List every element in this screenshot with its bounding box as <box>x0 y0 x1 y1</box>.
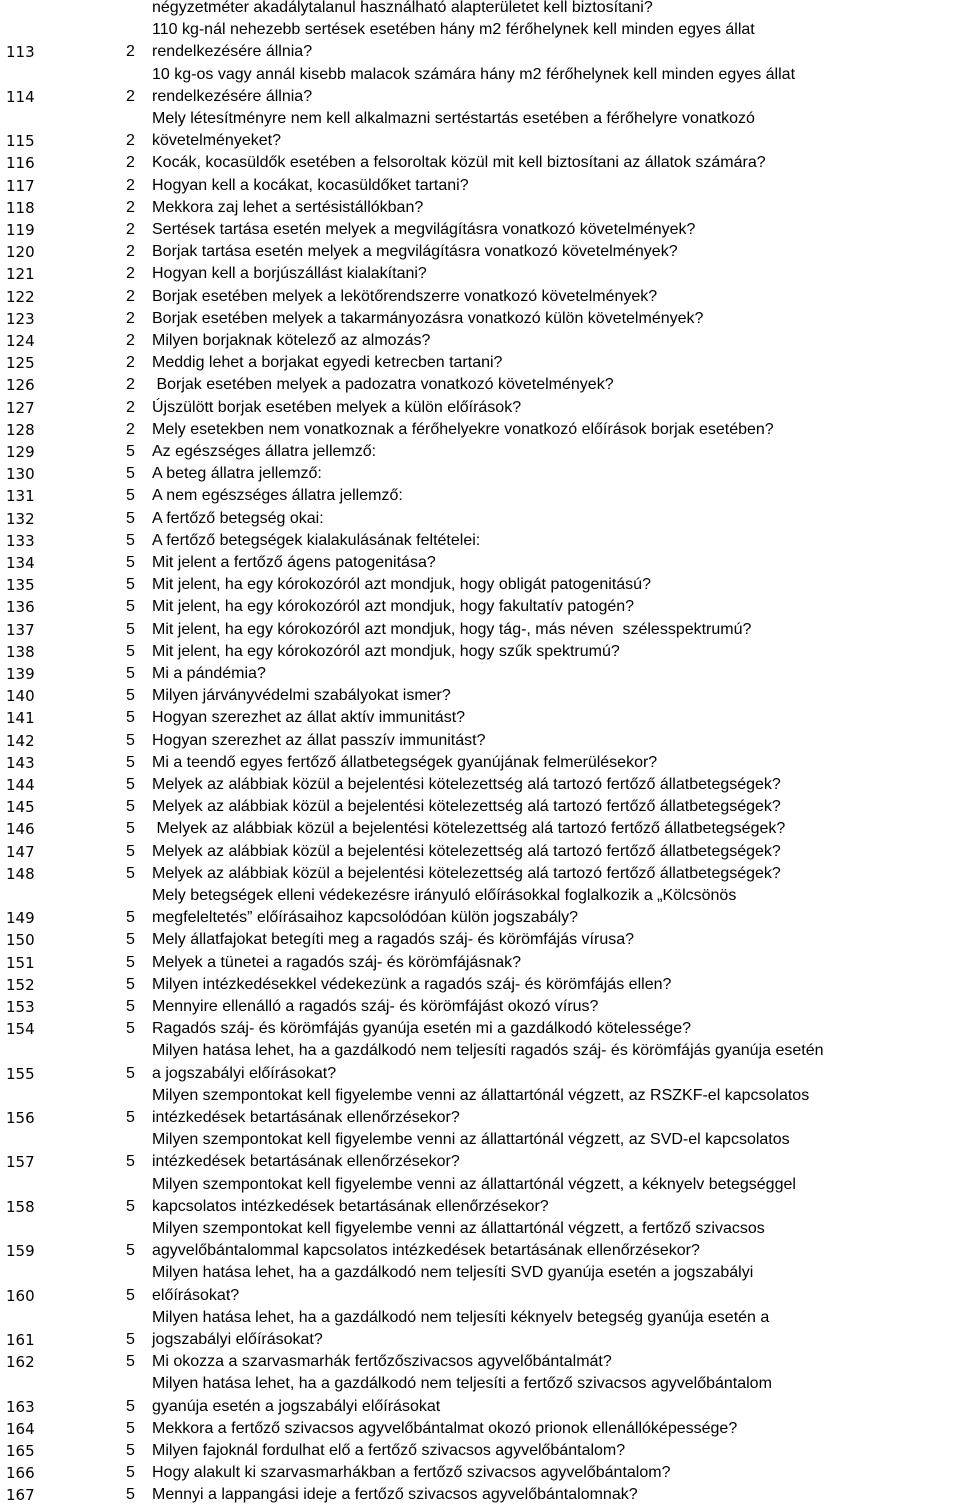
question-number: 136 <box>6 598 35 617</box>
question-points: 5 <box>126 731 135 749</box>
question-row <box>0 796 960 818</box>
question-points: 5 <box>126 842 135 860</box>
question-points: 2 <box>126 287 135 305</box>
question-text <box>152 730 960 752</box>
question-number: 129 <box>6 443 35 461</box>
question-text-line: Borjak esetében melyek a padozatra vonatkozó követelmények? <box>152 376 614 394</box>
question-number: 135 <box>6 576 35 595</box>
question-points: 5 <box>126 1286 135 1304</box>
question-number: 153 <box>6 998 35 1016</box>
question-text <box>152 197 960 219</box>
question-text-line: Melyek az alábbiak közül a bejelentési kötelezettség alá tartozó fertőző állatbetegségek? <box>152 776 781 793</box>
question-points: 5 <box>126 1419 135 1437</box>
question-row <box>0 241 960 263</box>
question-row <box>0 1351 960 1373</box>
question-points: 2 <box>126 154 135 172</box>
question-number: 143 <box>6 753 35 772</box>
question-text <box>152 1129 960 1173</box>
question-number: 158 <box>6 1197 35 1216</box>
question-row <box>0 463 960 485</box>
question-row <box>0 1418 960 1440</box>
question-text-line: Milyen szempontokat kell figyelembe venni az állattartónál végzett, a fertőző szivacsos <box>152 1220 765 1237</box>
question-points: 5 <box>126 1486 135 1504</box>
question-number: 117 <box>6 176 35 195</box>
question-points: 5 <box>126 443 135 460</box>
question-number: 149 <box>6 909 35 928</box>
question-number: 150 <box>6 931 35 950</box>
question-number: 126 <box>6 376 35 395</box>
question-text-line: Hogyan szerezhet az állat aktív immunitást? <box>152 709 466 727</box>
question-text-line: A fertőző betegség okai: <box>152 509 324 527</box>
question-number: 121 <box>6 265 35 284</box>
question-number: 114 <box>6 87 35 106</box>
question-text-line: Borjak esetében melyek a lekötőrendszerre vonatkozó követelmények? <box>152 287 658 305</box>
question-points: 2 <box>126 176 135 194</box>
question-number: 167 <box>6 1486 35 1505</box>
question-points: 5 <box>126 642 135 660</box>
question-number: 132 <box>6 509 35 528</box>
question-number: 125 <box>6 354 35 373</box>
question-row <box>0 619 960 641</box>
question-text <box>152 1418 960 1440</box>
question-row <box>0 952 960 974</box>
question-text <box>152 552 960 574</box>
question-row <box>0 419 960 441</box>
question-points: 5 <box>126 931 135 949</box>
question-row <box>0 574 960 596</box>
question-number: 151 <box>6 953 35 972</box>
question-number: 157 <box>6 1153 35 1172</box>
question-row <box>0 707 960 729</box>
question-number: 130 <box>6 465 35 484</box>
question-row <box>0 730 960 752</box>
question-text-line: intézkedések betartásának ellenőrzésekor? <box>152 1153 460 1171</box>
question-text-line: Mit jelent, ha egy kórokozóról azt mondjuk, hogy obligát patogenitású? <box>152 576 651 594</box>
question-points: 2 <box>126 198 135 216</box>
question-text-line: Mi okozza a szarvasmarhák fertőzőszivacsos agyvelőbántalmát? <box>152 1353 612 1371</box>
question-points: 5 <box>126 1464 135 1482</box>
question-points: 5 <box>126 1108 135 1126</box>
question-points: 5 <box>126 1442 135 1459</box>
question-text-line: Hogyan szerezhet az állat passzív immunitást? <box>152 731 486 749</box>
question-text <box>152 64 960 108</box>
question-number: 152 <box>6 975 35 994</box>
question-number: 144 <box>6 776 35 794</box>
question-text-line: gyanúja esetén a jogszabályi előírásokat <box>152 1397 441 1415</box>
question-text-line: előírásokat? <box>152 1286 240 1304</box>
question-text-line: Meddig lehet a borjakat egyedi ketrecben tartani? <box>152 354 503 372</box>
question-row <box>0 596 960 618</box>
question-points: 2 <box>126 420 135 438</box>
question-points: 2 <box>126 243 135 261</box>
question-points: 2 <box>126 354 135 372</box>
question-row <box>0 1129 960 1173</box>
question-points: 5 <box>126 1064 135 1082</box>
question-text <box>152 1484 960 1506</box>
question-number: 161 <box>6 1330 35 1349</box>
question-points: 5 <box>126 1353 135 1371</box>
question-number: 134 <box>6 554 35 572</box>
question-text-line: Milyen szempontokat kell figyelembe venni az állattartónál végzett, az RSZKF-el kapcsolatos <box>152 1086 810 1104</box>
question-points: 5 <box>126 709 135 727</box>
question-text-line: Mely állatfajokat betegíti meg a ragadós száj- és körömfájás vírusa? <box>152 931 635 949</box>
question-text <box>152 596 960 618</box>
question-text <box>152 818 960 840</box>
question-text <box>152 1351 960 1373</box>
question-number: 122 <box>6 287 35 306</box>
question-number: 131 <box>6 487 35 506</box>
question-row <box>0 108 960 152</box>
question-text <box>152 1262 960 1306</box>
question-points: 2 <box>126 87 135 105</box>
question-text-line: A nem egészséges állatra jellemző: <box>152 487 403 505</box>
question-number: 156 <box>6 1108 35 1127</box>
question-text-line: Melyek a tünetei a ragadós száj- és körömfájásnak? <box>152 953 522 971</box>
question-text <box>152 1085 960 1129</box>
question-text <box>152 263 960 285</box>
question-text-line: Az egészséges állatra jellemző: <box>152 443 377 460</box>
question-points: 5 <box>126 1242 135 1260</box>
question-number: 148 <box>6 864 35 883</box>
question-row <box>0 1373 960 1417</box>
question-row <box>0 397 960 419</box>
question-number: 166 <box>6 1464 35 1483</box>
question-text <box>152 663 960 685</box>
question-points: 5 <box>126 909 135 927</box>
question-text-line: Melyek az alábbiak közül a bejelentési kötelezettség alá tartozó fertőző állatbetegségek? <box>152 842 781 860</box>
question-text <box>152 974 960 996</box>
question-row <box>0 530 960 552</box>
question-number: 139 <box>6 665 35 683</box>
question-number: 124 <box>6 332 35 350</box>
question-row <box>0 752 960 774</box>
question-number: 113 <box>6 43 35 62</box>
question-points: 5 <box>126 531 135 549</box>
question-row <box>0 774 960 796</box>
question-text <box>152 1373 960 1417</box>
question-text-line: Melyek az alábbiak közül a bejelentési kötelezettség alá tartozó fertőző állatbetegségek? <box>152 798 781 816</box>
question-points: 2 <box>126 132 135 150</box>
question-text <box>152 330 960 352</box>
question-text <box>152 796 960 818</box>
question-row <box>0 685 960 707</box>
question-text <box>152 0 960 19</box>
question-text-line: Kocák, kocasüldők esetében a felsoroltak közül mit kell biztosítani az állatok számára? <box>152 154 766 172</box>
question-number: 128 <box>6 420 35 439</box>
question-text-line: Melyek az alábbiak közül a bejelentési kötelezettség alá tartozó fertőző állatbetegségek? <box>152 820 786 838</box>
question-number: 123 <box>6 309 35 328</box>
question-text <box>152 1440 960 1462</box>
question-row <box>0 663 960 685</box>
question-points: 5 <box>126 598 135 616</box>
question-text <box>152 485 960 507</box>
question-row <box>0 1262 960 1306</box>
question-text-line: Mit jelent, ha egy kórokozóról azt mondjuk, hogy tág-, más néven szélesspektrumú? <box>152 620 752 638</box>
question-row <box>0 64 960 108</box>
question-text <box>152 574 960 596</box>
question-points: 5 <box>126 1020 135 1038</box>
question-row <box>0 1307 960 1351</box>
question-text-line: követelményeket? <box>152 132 281 150</box>
question-text-line: Hogyan kell a kocákat, kocasüldőket tartani? <box>152 176 469 194</box>
question-text-line: Melyek az alábbiak közül a bejelentési kötelezettség alá tartozó fertőző állatbetegségek? <box>152 864 781 882</box>
question-row <box>0 0 960 19</box>
question-number: 162 <box>6 1353 35 1372</box>
question-row <box>0 1174 960 1218</box>
question-text-line: Milyen hatása lehet, ha a gazdálkodó nem teljesíti kéknyelv betegség gyanúja esetén a <box>152 1308 770 1326</box>
question-points: 5 <box>126 798 135 816</box>
question-row <box>0 374 960 396</box>
question-row <box>0 1484 960 1506</box>
question-text-line: Borjak esetében melyek a takarmányozásra vonatkozó külön követelmények? <box>152 309 704 327</box>
question-text-line: Milyen fajoknál fordulhat elő a fertőző szivacsos agyvelőbántalom? <box>152 1442 626 1459</box>
question-text <box>152 1218 960 1262</box>
question-number: 147 <box>6 842 35 861</box>
question-text <box>152 441 960 463</box>
question-points: 5 <box>126 620 135 638</box>
question-row <box>0 974 960 996</box>
question-text-line: agyvelőbántalommal kapcsolatos intézkedések betartásának ellenőrzésekor? <box>152 1242 700 1260</box>
question-number: 140 <box>6 687 35 706</box>
question-text <box>152 175 960 197</box>
question-points: 5 <box>126 864 135 882</box>
question-number: 154 <box>6 1020 35 1039</box>
question-text-line: A beteg állatra jellemző: <box>152 465 322 483</box>
question-number: 115 <box>6 132 35 151</box>
question-number: 164 <box>6 1419 35 1438</box>
question-text-line: Hogyan kell a borjúszállást kialakítani? <box>152 265 427 283</box>
question-text <box>152 752 960 774</box>
question-text-line: Mit jelent, ha egy kórokozóról azt mondjuk, hogy szűk spektrumú? <box>152 642 620 660</box>
question-number: 133 <box>6 531 35 550</box>
question-row <box>0 330 960 352</box>
question-text-line: Hogy alakult ki szarvasmarhákban a fertőző szivacsos agyvelőbántalom? <box>152 1464 671 1482</box>
question-text-line: megfeleltetés” előírásaihoz kapcsolódóan külön jogszabály? <box>152 909 579 927</box>
question-text <box>152 352 960 374</box>
question-row <box>0 641 960 663</box>
question-text-line: 110 kg-nál nehezebb sertések esetében hány m2 férőhelynek kell minden egyes állat <box>152 21 755 39</box>
question-row <box>0 219 960 241</box>
question-text-line: Milyen hatása lehet, ha a gazdálkodó nem teljesíti a fertőző szivacsos agyvelőbántalom <box>152 1375 772 1393</box>
question-number: 165 <box>6 1442 35 1460</box>
question-text-line: Sertések tartása esetén melyek a megvilágításra vonatkozó követelmények? <box>152 221 696 238</box>
question-text-line: a jogszabályi előírásokat? <box>152 1064 337 1082</box>
question-points: 2 <box>126 265 135 283</box>
question-points: 5 <box>126 687 135 705</box>
question-text <box>152 286 960 308</box>
question-text-line: rendelkezésére állnia? <box>152 43 313 61</box>
question-text-line: Mekkora a fertőző szivacsos agyvelőbántalmat okozó prionok ellenállóképessége? <box>152 1419 738 1437</box>
question-points: 5 <box>126 487 135 505</box>
question-text <box>152 219 960 241</box>
question-text-line: Milyen hatása lehet, ha a gazdálkodó nem teljesíti SVD gyanúja esetén a jogszabályi <box>152 1264 754 1282</box>
question-row <box>0 929 960 951</box>
question-text <box>152 152 960 174</box>
question-row <box>0 552 960 574</box>
question-points: 5 <box>126 753 135 771</box>
question-row <box>0 1218 960 1262</box>
question-number: 120 <box>6 243 35 262</box>
question-text-line: kapcsolatos intézkedések betartásának ellenőrzésekor? <box>152 1197 549 1215</box>
question-text <box>152 397 960 419</box>
question-text <box>152 841 960 863</box>
question-row <box>0 485 960 507</box>
question-points: 5 <box>126 953 135 971</box>
question-text <box>152 707 960 729</box>
question-row <box>0 152 960 174</box>
question-text <box>152 1018 960 1040</box>
question-number: 116 <box>6 154 35 173</box>
question-number: 155 <box>6 1064 35 1083</box>
question-text-line: Milyen szempontokat kell figyelembe venni az állattartónál végzett, az SVD-el kapcsolatos <box>152 1131 790 1149</box>
question-row <box>0 19 960 63</box>
question-text-line: Újszülött borjak esetében melyek a külön előírások? <box>152 398 522 416</box>
question-text <box>152 1174 960 1218</box>
question-points: 5 <box>126 576 135 594</box>
question-number: 163 <box>6 1397 35 1416</box>
question-text-line: négyzetméter akadálytalanul használható alapterületet kell biztosítani? <box>152 0 653 16</box>
question-text-line: rendelkezésére állnia? <box>152 87 313 105</box>
question-text-line: Mely létesítményre nem kell alkalmazni sertéstartás esetében a férőhelyre vonatkozó <box>152 110 755 127</box>
question-text-line: Milyen borjaknak kötelező az almozás? <box>152 332 431 349</box>
question-text-line: jogszabályi előírásokat? <box>152 1330 323 1348</box>
question-points: 5 <box>126 998 135 1015</box>
question-text-line: Milyen szempontokat kell figyelembe venni az állattartónál végzett, a kéknyelv betegséggel <box>152 1175 796 1193</box>
question-points: 5 <box>126 554 135 571</box>
question-text <box>152 929 960 951</box>
question-points: 5 <box>126 1397 135 1415</box>
question-number: 137 <box>6 620 35 639</box>
question-number: 127 <box>6 398 35 417</box>
question-row <box>0 1018 960 1040</box>
question-points: 5 <box>126 820 135 838</box>
question-number: 159 <box>6 1242 35 1261</box>
question-text <box>152 619 960 641</box>
question-text-line: A fertőző betegségek kialakulásának feltételei: <box>152 531 481 549</box>
question-text-line: Mit jelent a fertőző ágens patogenitása? <box>152 554 436 571</box>
question-number: 138 <box>6 642 35 661</box>
question-row <box>0 352 960 374</box>
question-text <box>152 952 960 974</box>
question-text-line: Milyen intézkedésekkel védekezünk a ragadós száj- és körömfájás ellen? <box>152 975 672 993</box>
question-points: 2 <box>126 43 135 61</box>
question-text-line: Mit jelent, ha egy kórokozóról azt mondjuk, hogy fakultatív patogén? <box>152 598 635 616</box>
question-points: 2 <box>126 332 135 349</box>
question-text <box>152 19 960 63</box>
question-text <box>152 996 960 1018</box>
question-text <box>152 1462 960 1484</box>
question-text <box>152 685 960 707</box>
question-text-line: Milyen hatása lehet, ha a gazdálkodó nem teljesíti ragadós száj- és körömfájás gyanúja esetén <box>152 1042 824 1060</box>
question-row <box>0 508 960 530</box>
question-text <box>152 374 960 396</box>
question-text-line: Mi a teendő egyes fertőző állatbetegségek gyanújának felmerülésekor? <box>152 753 658 771</box>
question-row <box>0 175 960 197</box>
question-number: 119 <box>6 221 35 239</box>
question-points: 5 <box>126 665 135 682</box>
question-points: 2 <box>126 309 135 327</box>
question-row <box>0 863 960 885</box>
question-number: 160 <box>6 1286 35 1305</box>
question-number: 141 <box>6 709 35 728</box>
question-row <box>0 996 960 1018</box>
question-text <box>152 508 960 530</box>
question-points: 5 <box>126 975 135 993</box>
question-text-line: Mekkora zaj lehet a sertésistállókban? <box>152 198 424 216</box>
question-row <box>0 308 960 330</box>
question-text-line: Milyen járványvédelmi szabályokat ismer? <box>152 687 451 705</box>
question-text-line: Mely betegségek elleni védekezésre irányuló előírásokkal foglalkozik a „Kölcsönös <box>152 887 737 904</box>
question-points: 5 <box>126 776 135 793</box>
question-text <box>152 863 960 885</box>
question-text <box>152 463 960 485</box>
question-text-line: 10 kg-os vagy annál kisebb malacok számára hány m2 férőhelynek kell minden egyes állat <box>152 65 796 83</box>
question-text-line: Mennyire ellenálló a ragadós száj- és körömfájást okozó vírus? <box>152 998 599 1015</box>
question-points: 5 <box>126 1197 135 1215</box>
question-text <box>152 641 960 663</box>
question-points: 2 <box>126 221 135 238</box>
question-row <box>0 1440 960 1462</box>
question-number: 146 <box>6 820 35 839</box>
question-points: 5 <box>126 509 135 527</box>
question-text-line: Ragadós száj- és körömfájás gyanúja esetén mi a gazdálkodó kötelessége? <box>152 1020 691 1038</box>
question-row <box>0 841 960 863</box>
question-text-line: Mely esetekben nem vonatkoznak a férőhelyekre vonatkozó előírások borjak esetében? <box>152 420 774 438</box>
question-points: 5 <box>126 1153 135 1171</box>
question-text-line: Mennyi a lappangási ideje a fertőző szivacsos agyvelőbántalomnak? <box>152 1486 638 1504</box>
question-number: 118 <box>6 198 35 217</box>
question-text-line: Borjak tartása esetén melyek a megvilágításra vonatkozó követelmények? <box>152 243 678 261</box>
question-text <box>152 1040 960 1084</box>
question-points: 2 <box>126 398 135 416</box>
question-row <box>0 1085 960 1129</box>
question-text <box>152 241 960 263</box>
question-number: 142 <box>6 731 35 750</box>
question-points: 2 <box>126 376 135 394</box>
question-text <box>152 530 960 552</box>
question-row <box>0 263 960 285</box>
question-number: 145 <box>6 798 35 817</box>
question-row <box>0 286 960 308</box>
question-row <box>0 818 960 840</box>
question-text <box>152 308 960 330</box>
question-text <box>152 419 960 441</box>
question-text <box>152 1307 960 1351</box>
question-row <box>0 197 960 219</box>
question-text <box>152 108 960 152</box>
question-points: 5 <box>126 465 135 483</box>
question-row <box>0 1040 960 1084</box>
question-text-line: Mi a pándémia? <box>152 665 266 682</box>
question-row <box>0 441 960 463</box>
question-text-line: intézkedések betartásának ellenőrzésekor? <box>152 1108 460 1126</box>
question-text <box>152 885 960 929</box>
question-points: 5 <box>126 1330 135 1348</box>
question-row <box>0 885 960 929</box>
question-row <box>0 1462 960 1484</box>
question-text <box>152 774 960 796</box>
